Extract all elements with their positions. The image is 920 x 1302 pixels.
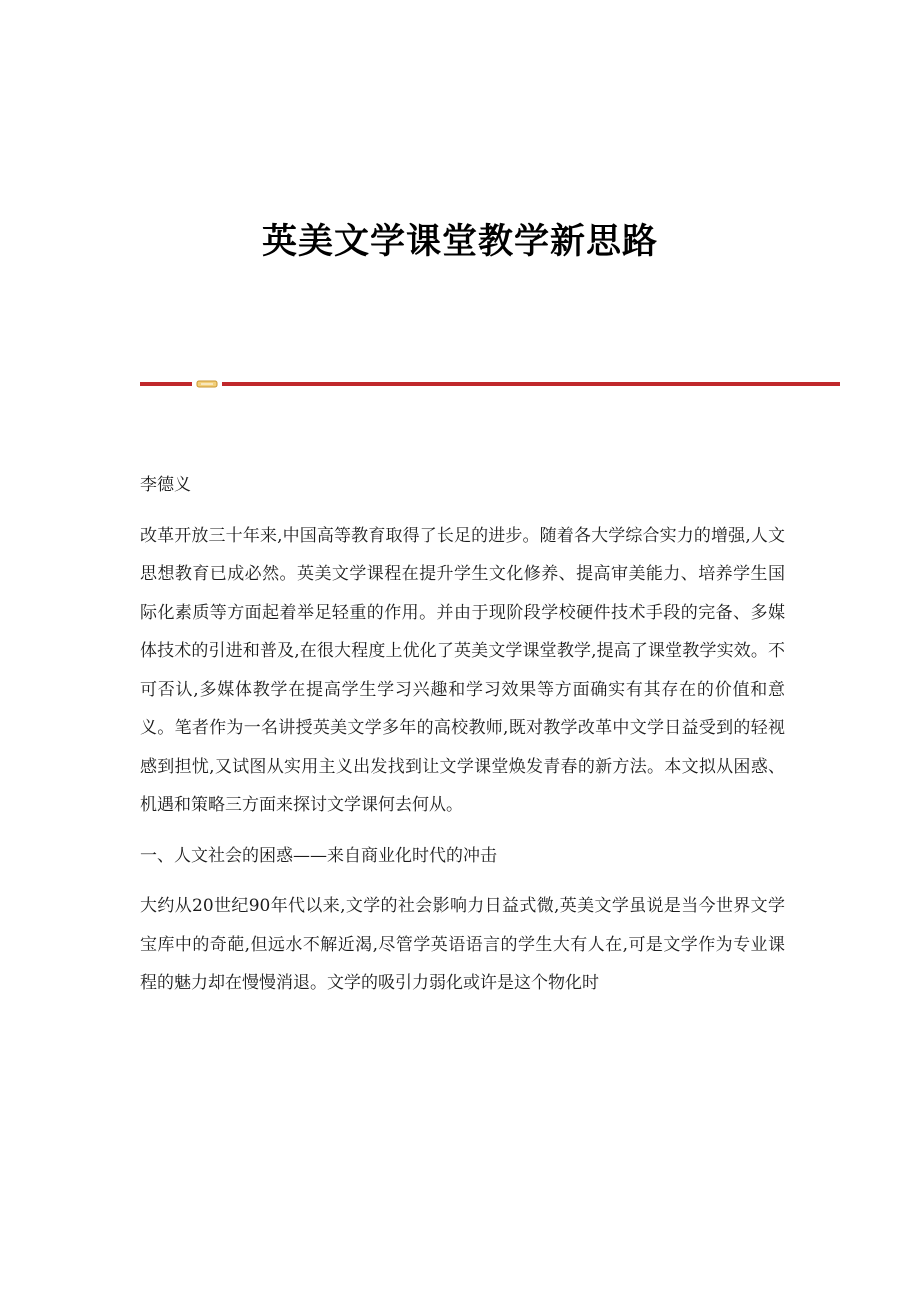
divider-ornament-icon: [196, 380, 218, 388]
section-heading-1: 一、人文社会的困惑——来自商业化时代的冲击: [140, 845, 497, 866]
document-title: 英美文学课堂教学新思路: [261, 222, 658, 262]
paragraph-intro: 改革开放三十年来,中国高等教育取得了长足的进步。随着各大学综合实力的增强,人文思想教育已成必然。英美文学课程在提升学生文化修养、提高审美能力、培养学生国际化素质等方面起着举足轻重的作用。并由于现阶段学校硬件技术手段的完备、多媒体技术的引进和普及,在很大程度上优化了英美文学课堂教学,提高了课堂教学实效。不可否认,多媒体教学在提高学生学习兴趣和学习效果等方面确实有其存在的价值和意义。笔者作为一名讲授英美文学多年的高校教师,既对教学改革中文学日益受到的轻视感到担忧,又试图从实用主义出发找到让文学课堂焕发青春的新方法。本文拟从困惑、机遇和策略三方面来探讨文学课何去何从。: [140, 525, 785, 815]
title-divider: [140, 380, 840, 388]
document-body: [140, 466, 785, 1015]
author-name: 李德义: [140, 475, 191, 495]
divider-line-right: [222, 382, 840, 386]
paragraph-section-1: 大约从20世纪90年代以来,文学的社会影响力日益式微,英美文学虽说是当今世界文学宝库中的奇葩,但远水不解近渴,尽管学英语语言的学生大有人在,可是文学作为专业课程的魅力却在慢慢消退。文学的吸引力弱化或许是这个物化时: [140, 896, 785, 993]
divider-line-left: [140, 382, 192, 386]
